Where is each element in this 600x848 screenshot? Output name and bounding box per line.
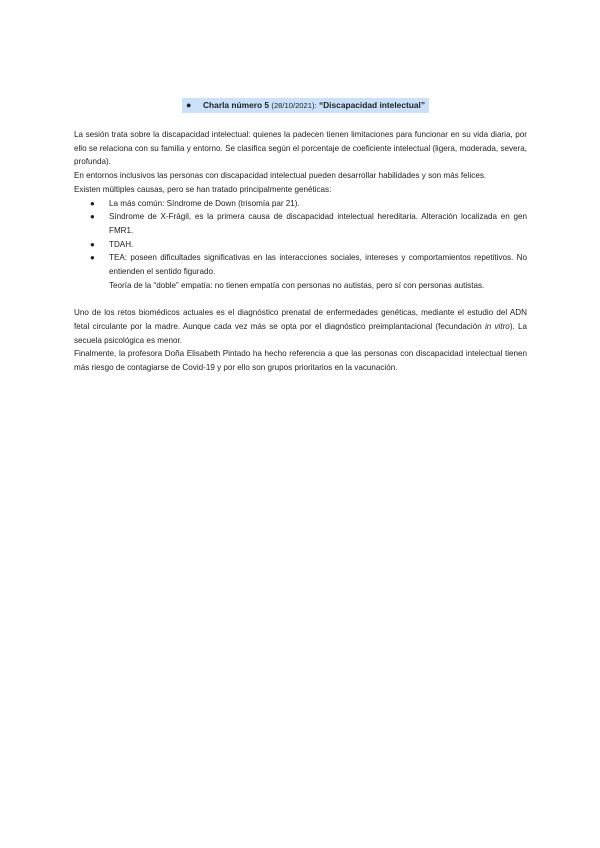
- list-item: ● Síndrome de X-Frágil, es la primera causa de discapacidad intelectual hereditaria. Alteración localizada en gen FMR1.: [90, 212, 527, 235]
- spacer: [74, 292, 527, 306]
- document-body: [74, 128, 527, 375]
- section-heading: [182, 98, 429, 113]
- tea-note: Teoría de la “doble” empatía: no tienen empatía con personas no autistas, pero sí con personas autistas.: [109, 280, 485, 290]
- paragraph-intro: La sesión trata sobre la discapacidad intelectual: quienes la padecen tienen limitaciones para funcionar en su vida diaria, por ello se relaciona con su familia y entorno. Se clasifica según el porcentaje de coeficiente intelectual (ligera, moderada, severa, profunda).: [74, 130, 527, 167]
- causes-list: [74, 197, 527, 279]
- list-item: ● TEA: poseen dificultades significativas en las interacciones sociales, intereses y comportamientos repetitivos. No entienden el sentido figurado.: [90, 253, 527, 277]
- heading-bullet: ●: [186, 100, 192, 110]
- italic-term: in vitro: [484, 321, 510, 331]
- paragraph-inclusion: En entornos inclusivos las personas con discapacidad intelectual pueden desarrollar habilidades y son más felices.: [74, 171, 487, 181]
- heading-title: Charla número 5: [203, 100, 270, 110]
- paragraph-diagnosis: Uno de los retos biomédicos actuales es el diagnóstico prenatal de enfermedades genéticas, mediante el estudio del ADN fetal circulante por la madre. Aunque cada vez más se opta por el diagnóstico preimplantacional (fecundación in vitro). La secuela psicológica es menor.: [74, 308, 528, 345]
- paragraph-conclusion: Finalmente, la profesora Doña Elisabeth Pintado ha hecho referencia a que las personas con discapacidad intelectual tienen más riesgo de contagiarse de Covid-19 y por ello son grupos prioritarios en la vacunación.: [74, 349, 527, 372]
- paragraph-causes: Existen múltiples causas, pero se han tratado principalmente genéticas:: [74, 184, 332, 194]
- list-item: ● La más común: Síndrome de Down (trisomía par 21).: [74, 197, 527, 211]
- heading-date: (28/10/2021):: [271, 101, 317, 110]
- list-item: ● TDAH.: [74, 238, 527, 252]
- list-bullet: ●: [90, 239, 95, 249]
- list-bullet: ●: [90, 212, 95, 222]
- heading-quote: “Discapacidad intelectual”: [318, 100, 426, 110]
- list-bullet: ●: [90, 253, 95, 263]
- list-bullet: ●: [90, 198, 95, 208]
